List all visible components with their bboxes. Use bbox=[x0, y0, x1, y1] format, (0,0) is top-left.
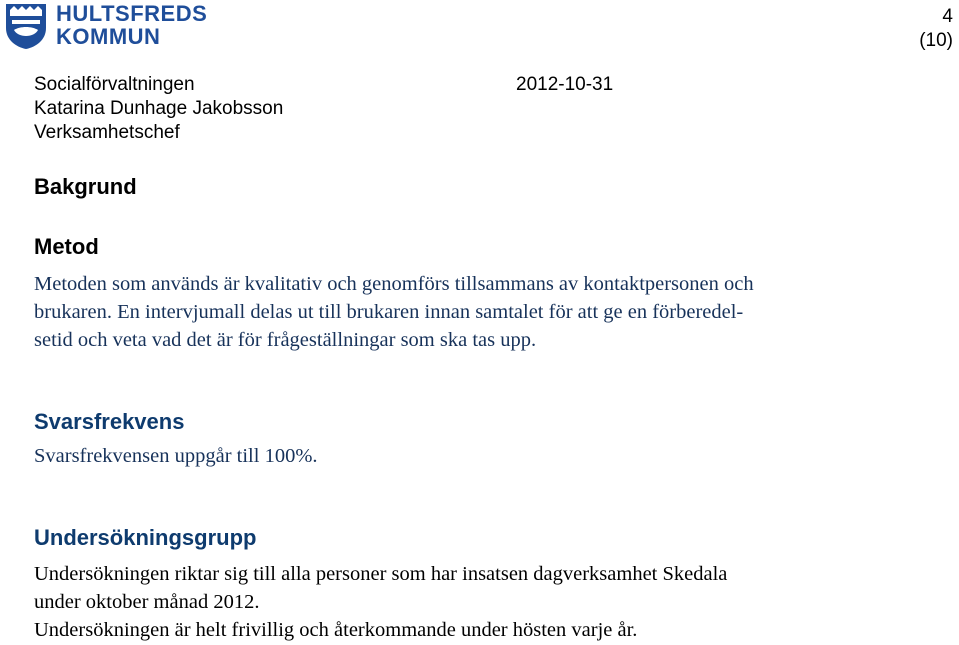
heading-bakgrund: Bakgrund bbox=[34, 174, 137, 199]
svarsfrekvens-paragraph bbox=[34, 442, 934, 470]
page-total: (10) bbox=[919, 30, 953, 51]
page-number: 4 bbox=[942, 6, 953, 27]
metod-paragraph bbox=[34, 270, 934, 354]
paragraph-line: under oktober månad 2012. bbox=[34, 591, 260, 613]
paragraph-line: Undersökningen riktar sig till alla personer som har insatsen dagverksamhet Skedala bbox=[34, 563, 728, 585]
paragraph-line: Undersökningen är helt frivillig och återkommande under hösten varje år. bbox=[34, 619, 638, 641]
heading-svarsfrekvens: Svarsfrekvens bbox=[34, 409, 185, 434]
document-date: 2012-10-31 bbox=[516, 74, 614, 95]
undersokningsgrupp-paragraph bbox=[34, 560, 934, 644]
logo-line-1: HULTSFREDS bbox=[56, 1, 208, 26]
paragraph-line: Svarsfrekvensen uppgår till 100%. bbox=[34, 445, 318, 467]
paragraph-line: setid och veta vad det är för frågeställningar som ska tas upp. bbox=[34, 329, 537, 351]
paragraph-line: Metoden som används är kvalitativ och genomförs tillsammans av kontaktpersonen och bbox=[34, 273, 754, 295]
paragraph-line: brukaren. En intervjumall delas ut till brukaren innan samtalet för att ge en förberedel- bbox=[34, 301, 744, 323]
municipal-crest-icon bbox=[4, 2, 48, 50]
heading-metod: Metod bbox=[34, 234, 99, 259]
author-role: Verksamhetschef bbox=[34, 122, 180, 143]
department: Socialförvaltningen bbox=[34, 74, 195, 95]
author-name: Katarina Dunhage Jakobsson bbox=[34, 98, 284, 119]
municipality-logo bbox=[0, 0, 208, 52]
logo-line-2: KOMMUN bbox=[56, 24, 161, 49]
heading-undersokningsgrupp: Undersökningsgrupp bbox=[34, 525, 257, 550]
